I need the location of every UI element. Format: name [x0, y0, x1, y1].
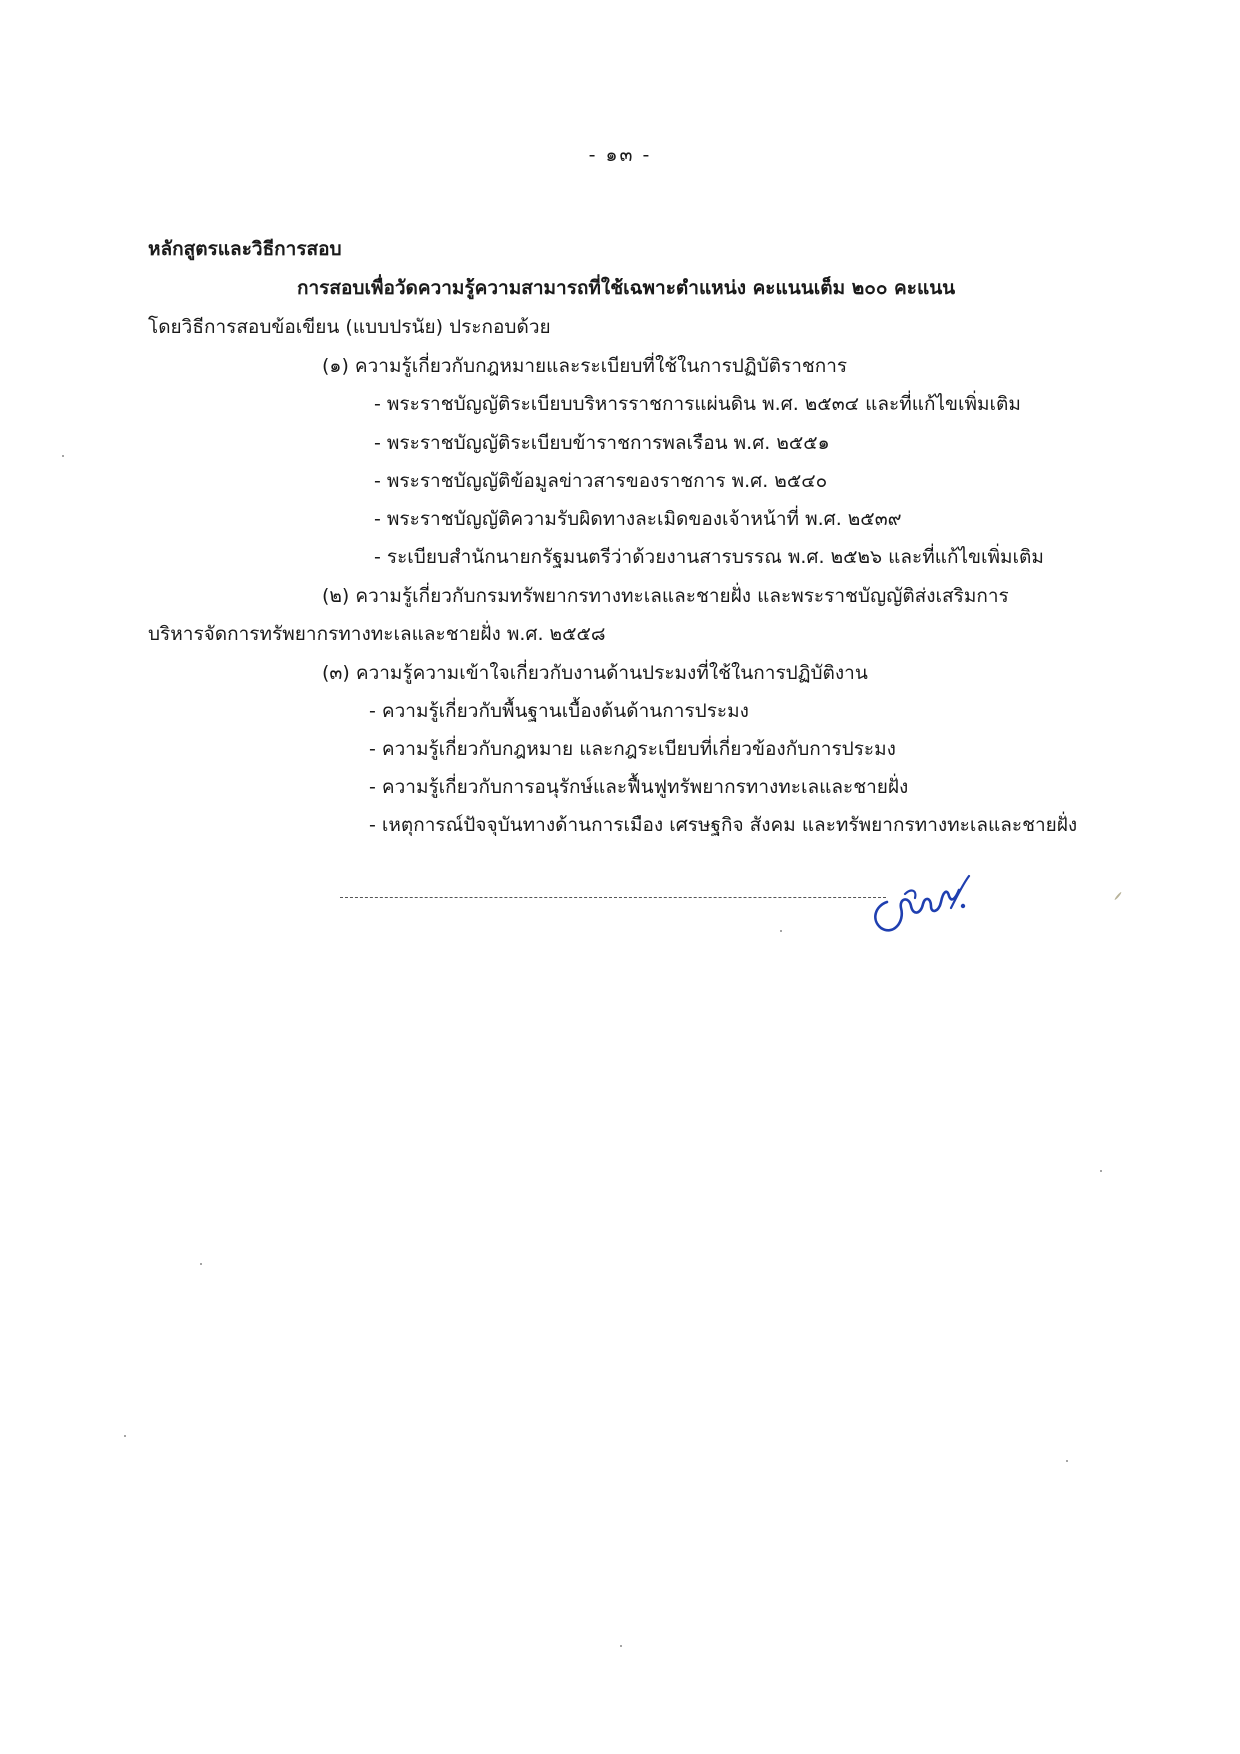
scan-speck	[124, 1435, 126, 1437]
section-3-item: - ความรู้เกี่ยวกับพื้นฐานเบื้องต้นด้านการประมง	[369, 700, 749, 722]
section-1-item: - พระราชบัญญัติความรับผิดทางละเมิดของเจ้าหน้าที่ พ.ศ. ๒๕๓๙	[374, 508, 902, 530]
section-1-title: (๑) ความรู้เกี่ยวกับกฎหมายและระเบียบที่ใช้ในการปฏิบัติราชการ	[322, 355, 848, 377]
scan-speck	[620, 1645, 622, 1647]
document-heading: หลักสูตรและวิธีการสอบ	[148, 238, 342, 260]
scan-speck	[780, 930, 782, 932]
section-3-title: (๓) ความรู้ความเข้าใจเกี่ยวกับงานด้านประมงที่ใช้ในการปฏิบัติงาน	[322, 662, 868, 684]
section-1-item: - พระราชบัญญัติระเบียบข้าราชการพลเรือน พ.ศ. ๒๕๕๑	[374, 432, 830, 454]
section-2-title-line-1: (๒) ความรู้เกี่ยวกับกรมทรัพยากรทางทะเลและชายฝั่ง และพระราชบัญญัติส่งเสริมการ	[322, 585, 1009, 607]
section-3-item: - ความรู้เกี่ยวกับการอนุรักษ์และฟื้นฟูทรัพยากรทางทะเลและชายฝั่ง	[369, 776, 909, 798]
section-3-item: - ความรู้เกี่ยวกับกฎหมาย และกฎระเบียบที่เกี่ยวข้องกับการประมง	[369, 738, 896, 760]
section-1-item: - พระราชบัญญัติระเบียบบริหารราชการแผ่นดิน พ.ศ. ๒๕๓๔ และที่แก้ไขเพิ่มเติม	[374, 393, 1021, 415]
scan-speck	[200, 1263, 202, 1265]
intro-line-2: โดยวิธีการสอบข้อเขียน (แบบปรนัย) ประกอบด้วย	[148, 316, 551, 338]
section-3-item: - เหตุการณ์ปัจจุบันทางด้านการเมือง เศรษฐกิจ สังคม และทรัพยากรทางทะเลและชายฝั่ง	[369, 814, 1078, 836]
dashed-rule	[340, 897, 886, 898]
scan-speck	[1066, 1460, 1068, 1462]
intro-bold-line: การสอบเพื่อวัดความรู้ความสามารถที่ใช้เฉพาะตำแหน่ง คะแนนเต็ม ๒๐๐ คะแนน	[297, 277, 956, 299]
section-1-item: - ระเบียบสำนักนายกรัฐมนตรีว่าด้วยงานสารบรรณ พ.ศ. ๒๕๒๖ และที่แก้ไขเพิ่มเติม	[374, 546, 1044, 568]
scan-speck	[1100, 1170, 1102, 1172]
signature-mark	[865, 862, 985, 942]
scan-speck	[62, 455, 64, 457]
page-number: - ๑๓ -	[588, 144, 652, 166]
section-2-title-line-2: บริหารจัดการทรัพยากรทางทะเลและชายฝั่ง พ.ศ. ๒๕๕๘	[148, 623, 606, 645]
scan-speck	[1114, 892, 1122, 901]
section-1-item: - พระราชบัญญัติข้อมูลข่าวสารของราชการ พ.ศ. ๒๕๔๐	[374, 470, 828, 492]
